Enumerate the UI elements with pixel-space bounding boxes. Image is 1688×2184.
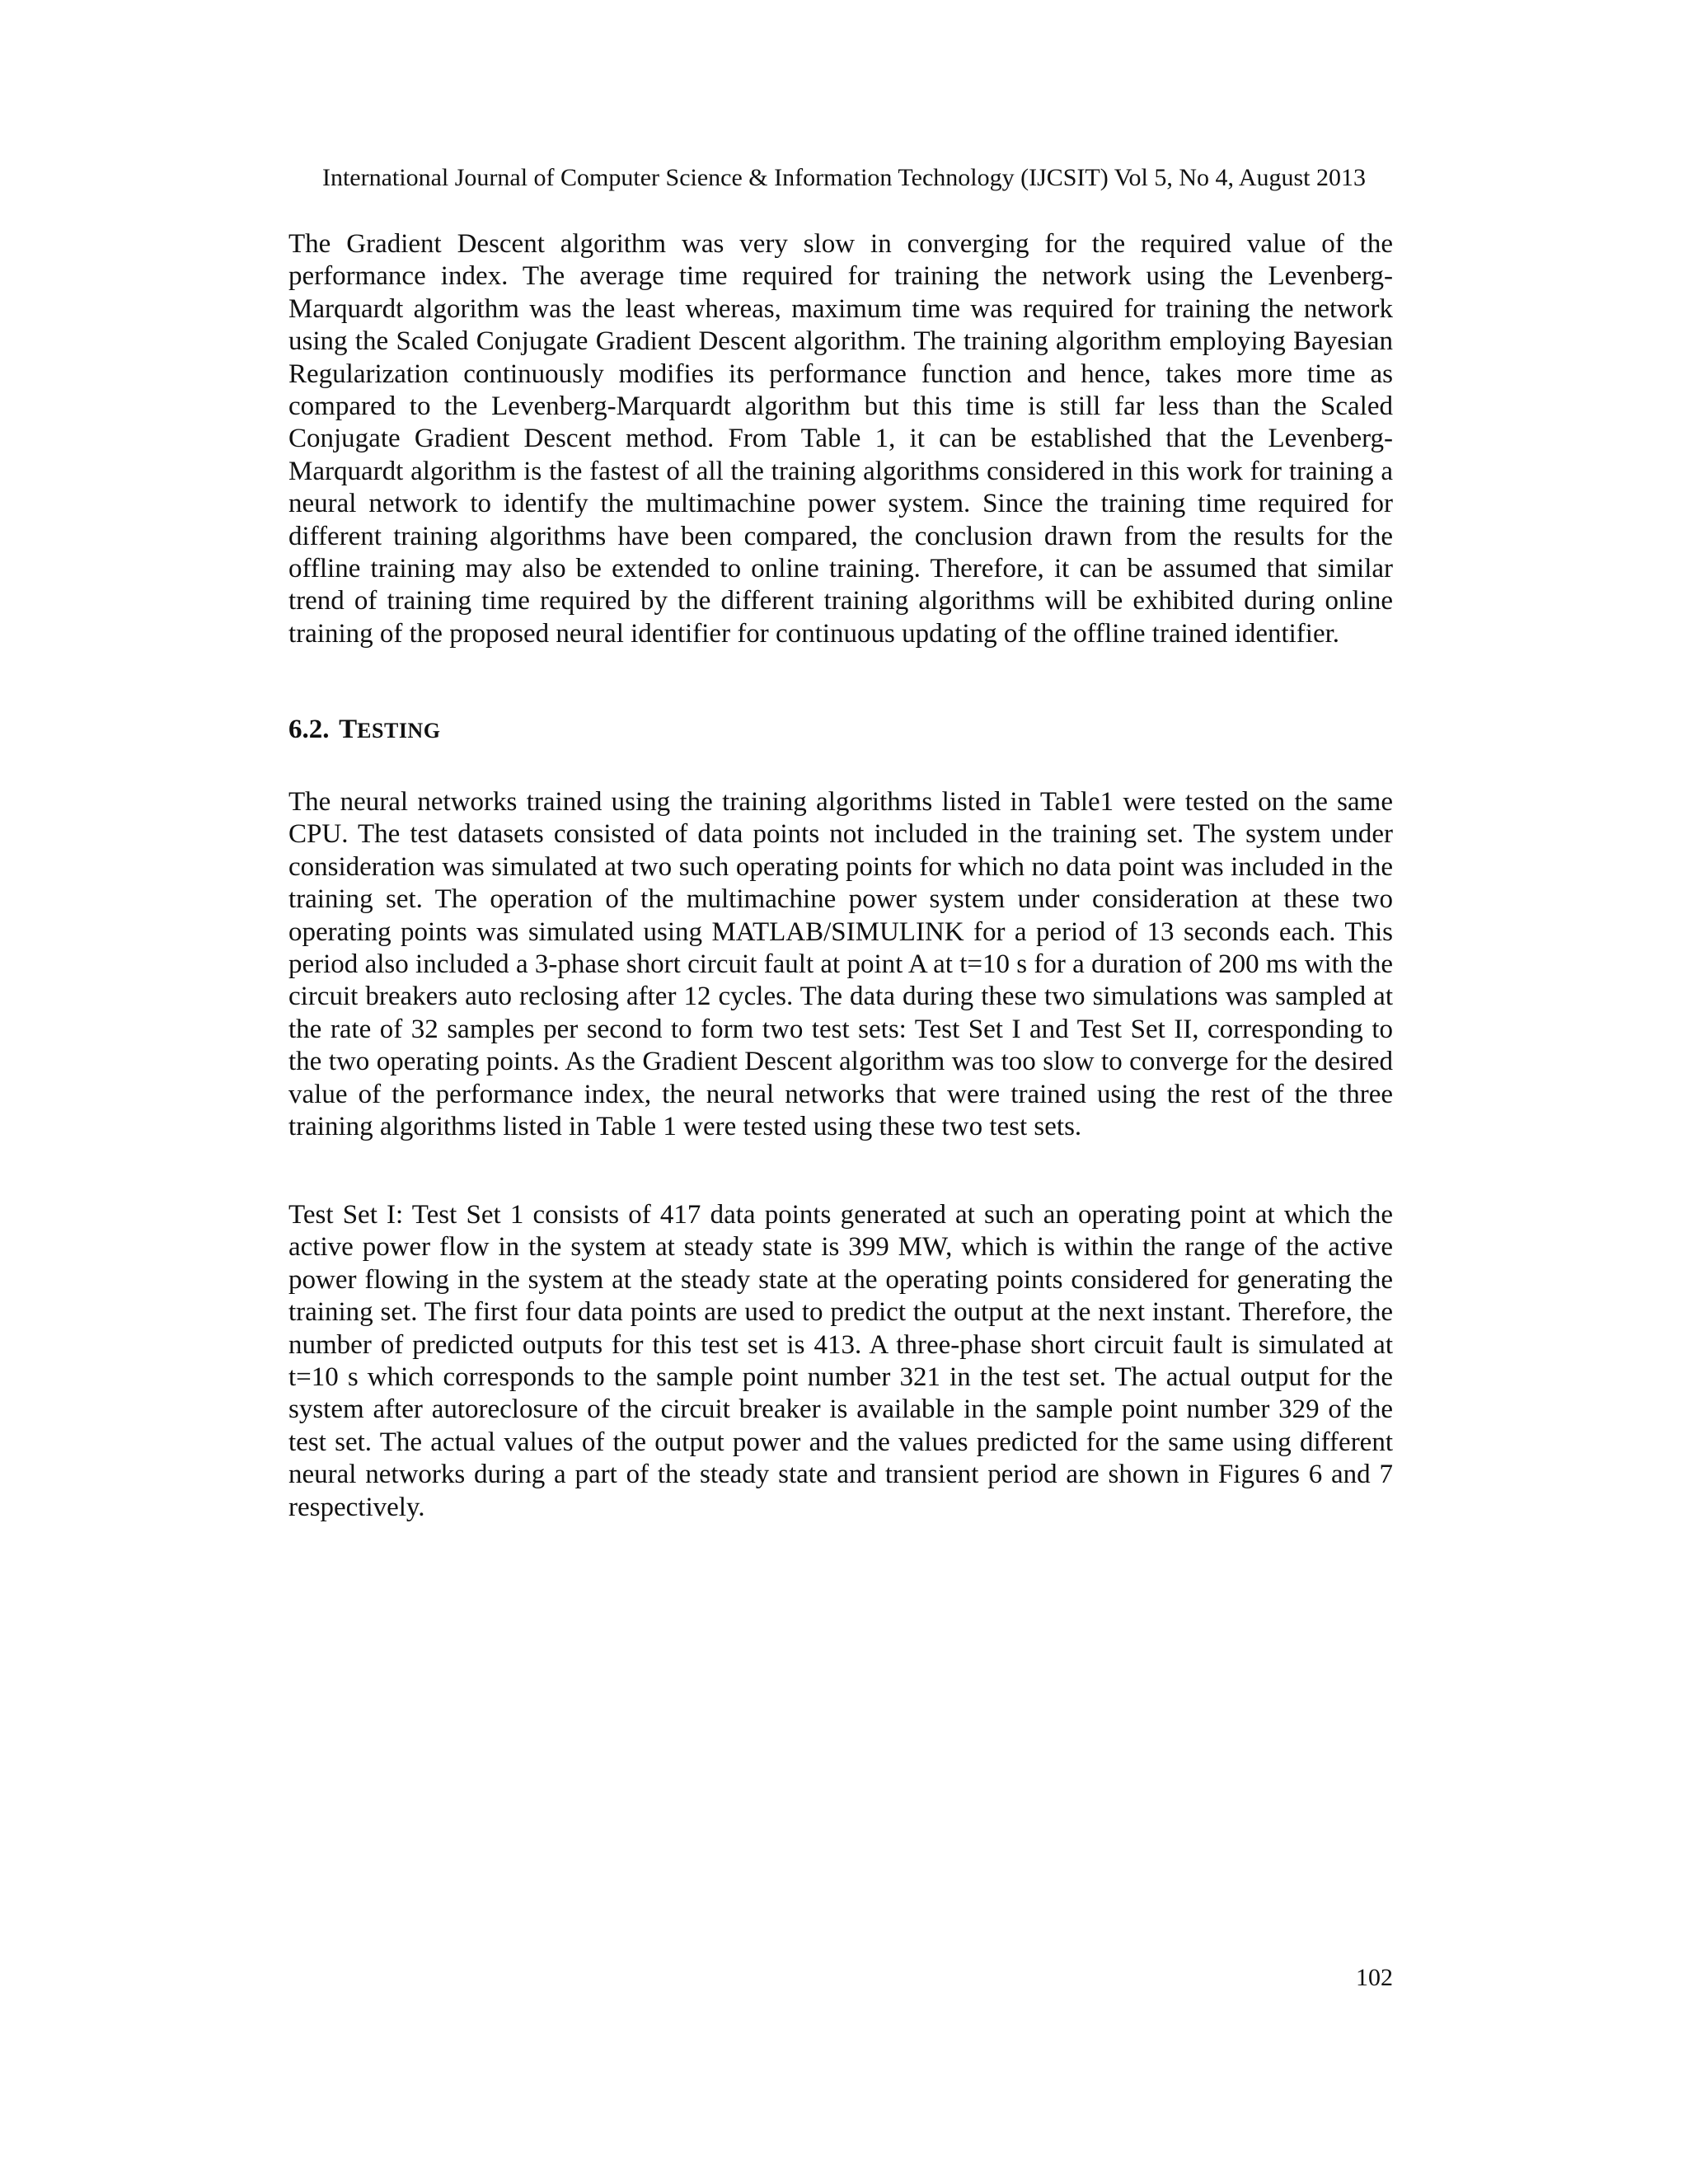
paragraph-training-summary: The Gradient Descent algorithm was very slow in converging for the required value of the performance index. The average time required for training the network using the Levenberg-Marquardt algorithm was the least whereas, maximum time was required for training the network using the Scaled Conjugate Gradient Descent algorithm. The training algorithm employing Bayesian Regularization continuously modifies its performance function and hence, takes more time as compared to the Levenberg-Marquardt algorithm but this time is still far less than the Scaled Conjugate Gradient Descent method. From Table 1, it can be established that the Levenberg-Marquardt algorithm is the fastest of all the training algorithms considered in this work for training a neural network to identify the multimachine power system. Since the training time required for different training algorithms have been compared, the conclusion drawn from the results for the offline training may also be extended to online training. Therefore, it can be assumed that similar trend of training time required by the different training algorithms will be exhibited during online training of the proposed neural identifier for continuous updating of the offline trained identifier. [288,229,1393,649]
paragraph-testing-intro: The neural networks trained using the training algorithms listed in Table1 were tested on the same CPU. The test datasets consisted of data points not included in the training set. The system under consideration was simulated at two such operating points for which no data point was included in the training set. The operation of the multimachine power system under consideration at these two operating points was simulated using MATLAB/SIMULINK for a period of 13 seconds each. This period also included a 3-phase short circuit fault at point A at t=10 s for a duration of 200 ms with the circuit breakers auto reclosing after 12 cycles. The data during these two simulations was sampled at the rate of 32 samples per second to form two test sets: Test Set I and Test Set II, corresponding to the two operating points. As the Gradient Descent algorithm was too slow to converge for the desired value of the performance index, the neural networks that were trained using the rest of the three training algorithms listed in Table 1 were tested using these two test sets. [288,787,1393,1142]
running-header: International Journal of Computer Science & Information Technology (IJCSIT) Vol 5, No 4, August 2013 [321,164,1367,191]
section-number: 6.2. [288,715,330,744]
section-heading [288,713,440,748]
page-number: 102 [1356,1964,1393,1991]
section-title-initial: T [339,715,358,744]
section-title-rest: ESTING [357,719,441,743]
paragraph-test-set-one: Test Set I: Test Set 1 consists of 417 data points generated at such an operating point at which the active power flow in the system at steady state is 399 MW, which is within the range of the active power flowing in the system at the steady state at the operating points considered for generating the training set. The first four data points are used to predict the output at the next instant. Therefore, the number of predicted outputs for this test set is 413. A three-phase short circuit fault is simulated at t=10 s which corresponds to the sample point number 321 in the test set. The actual output for the system after autoreclosure of the circuit breaker is available in the sample point number 329 of the test set. The actual values of the output power and the values predicted for the same using different neural networks during a part of the steady state and transient period are shown in Figures 6 and 7 respectively. [288,1200,1393,1522]
